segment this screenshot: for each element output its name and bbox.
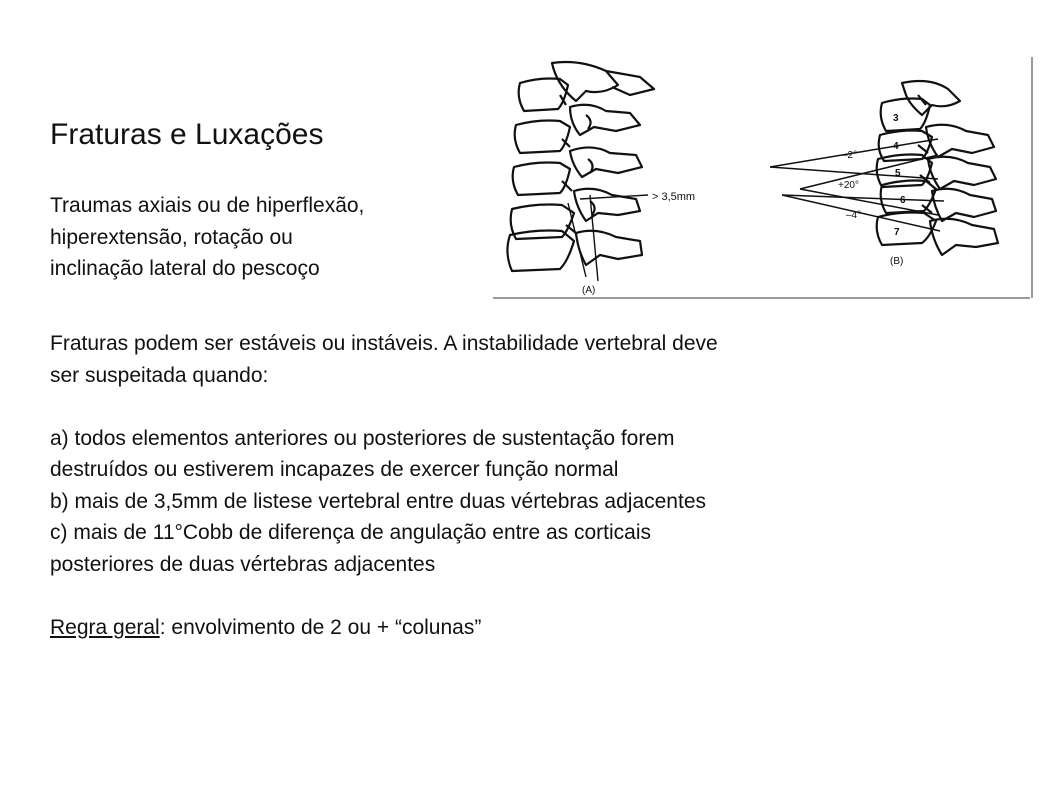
angle-label-1: –2°	[842, 150, 858, 161]
angle-label-2: +20°	[838, 180, 859, 191]
instability-line: ser suspeitada quando:	[50, 363, 269, 387]
spacer	[50, 391, 1010, 423]
general-rule-label: Regra geral	[50, 615, 160, 639]
panel-a-spine	[507, 62, 654, 281]
body-text	[50, 328, 1010, 643]
panel-a-measurement: > 3,5mm	[652, 191, 696, 203]
criterion-line: a) todos elementos anteriores ou posteriores de sustentação forem	[50, 426, 675, 450]
instability-line: Fraturas podem ser estáveis ou instáveis. A instabilidade vertebral deve	[50, 332, 718, 355]
vertebra-number: 5	[895, 168, 901, 179]
criterion-line: b) mais de 3,5mm de listese vertebral entre duas vértebras adjacentes	[50, 489, 706, 513]
spine-diagram	[490, 55, 1037, 305]
intro-line: Traumas axiais ou de hiperflexão,	[50, 194, 365, 217]
slide-title: Fraturas e Luxações	[50, 118, 324, 151]
general-rule-text: : envolvimento de 2 ou + “colunas”	[159, 615, 482, 639]
intro-text	[50, 190, 364, 285]
general-rule	[50, 612, 1010, 644]
panel-a-label: (A)	[582, 285, 596, 296]
vertebra-number: 4	[893, 141, 899, 152]
cervical-spine-figure	[490, 55, 1037, 305]
spacer	[50, 580, 1010, 612]
vertebra-number: 7	[894, 227, 900, 238]
criterion-line: destruídos ou estiverem incapazes de exercer função normal	[50, 458, 619, 481]
criterion-line: posteriores de duas vértebras adjacentes	[50, 552, 436, 576]
criterion-line: c) mais de 11°Cobb de diferença de angulação entre as corticais	[50, 521, 652, 544]
vertebra-number: 3	[893, 113, 899, 124]
intro-line: inclinação lateral do pescoço	[50, 257, 320, 280]
angle-label-3: –4°	[846, 210, 862, 221]
vertebra-number: 6	[900, 195, 906, 206]
panel-b-label: (B)	[890, 256, 904, 267]
intro-line: hiperextensão, rotação ou	[50, 225, 293, 249]
